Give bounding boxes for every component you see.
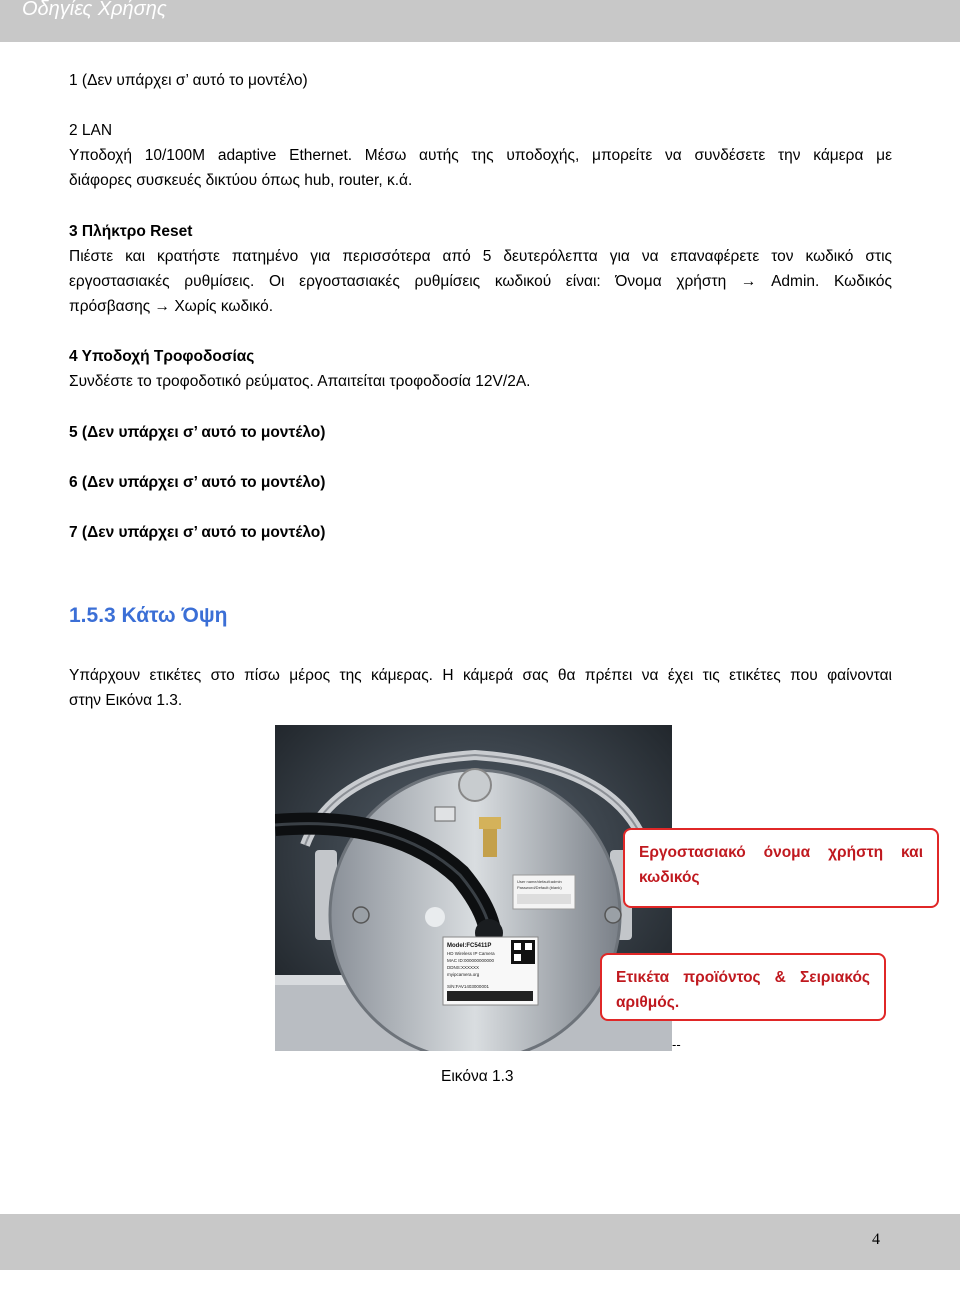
callout-product-label xyxy=(600,953,886,1021)
callout-product-label-text: Ετικέτα προϊόντος & Σειριακός αριθμός. xyxy=(616,969,870,1011)
item-2-line-2: διάφορες συσκευές δικτύου όπως hub, router, κ.ά. xyxy=(69,172,413,189)
item-3-line-1: Πιέστε και κρατήστε πατημένο για περισσότερα από 5 δευτερόλεπτα για να επαναφέρετε τον κωδικό στις xyxy=(69,248,892,265)
label-top-line-2: Password/Default:(blank) xyxy=(517,885,562,890)
item-4-line-1: Συνδέστε το τροφοδοτικό ρεύματος. Απαιτείται τροφοδοσία 12V/2A. xyxy=(69,373,531,390)
item-3-line-2: εργοστασιακές ρυθμίσεις. Οι εργοστασιακές ρυθμίσεις κωδικού είναι: Όνομα χρήστη → Admin. Κωδικός xyxy=(69,273,892,290)
item-3-title: 3 Πλήκτρο Reset xyxy=(69,223,193,240)
item-1: 1 (Δεν υπάρχει σ’ αυτό το μοντέλο) xyxy=(69,72,308,89)
label-line-5: myipcamera.org xyxy=(447,972,480,977)
item-5: 5 (Δεν υπάρχει σ’ αυτό το μοντέλο) xyxy=(69,424,326,441)
section-paragraph-line-1: Υπάρχουν ετικέτες στο πίσω μέρος της κάμερας. Η κάμερά σας θα πρέπει να έχει τις ετικέτες που φαίνονται xyxy=(69,667,892,684)
callout-factory-credentials xyxy=(623,828,939,908)
label-top-line-1: User name/default:admin xyxy=(517,879,562,884)
item-4-title: 4 Υποδοχή Τροφοδοσίας xyxy=(69,348,255,365)
item-7: 7 (Δεν υπάρχει σ’ αυτό το μοντέλο) xyxy=(69,524,326,541)
section-paragraph-line-2: στην Εικόνα 1.3. xyxy=(69,692,183,709)
item-6: 6 (Δεν υπάρχει σ’ αυτό το μοντέλο) xyxy=(69,474,326,491)
page-number: 4 xyxy=(872,1231,880,1248)
label-line-3: MAC ID:000000000000 xyxy=(447,958,495,963)
section-title: 1.5.3 Κάτω Όψη xyxy=(69,604,228,627)
page-header xyxy=(0,0,960,42)
callout-factory-credentials-text: Εργοστασιακό όνομα χρήστη και κωδικός xyxy=(639,844,923,886)
label-model: Model:FC5411P xyxy=(447,943,492,949)
item-2-line-1: Υποδοχή 10/100M adaptive Ethernet. Μέσω αυτής της υποδοχής, μπορείτε να συνδέσετε την κάμερα με xyxy=(69,147,892,164)
label-serial: S/N:FAV1403000001 xyxy=(447,984,489,989)
figure-dash: -- xyxy=(672,1037,681,1052)
label-line-2: HD Wireless IP Camera xyxy=(447,951,495,956)
label-line-4: DDNS:XXXXXX xyxy=(447,965,480,970)
item-2-title: 2 LAN xyxy=(69,122,113,139)
figure-caption: Εικόνα 1.3 xyxy=(441,1068,514,1085)
page-footer xyxy=(0,1214,960,1270)
header-title: Οδηγίες Χρήσης xyxy=(22,0,167,20)
item-3-line-3: πρόσβασης → Χωρίς κωδικό. xyxy=(69,298,274,315)
